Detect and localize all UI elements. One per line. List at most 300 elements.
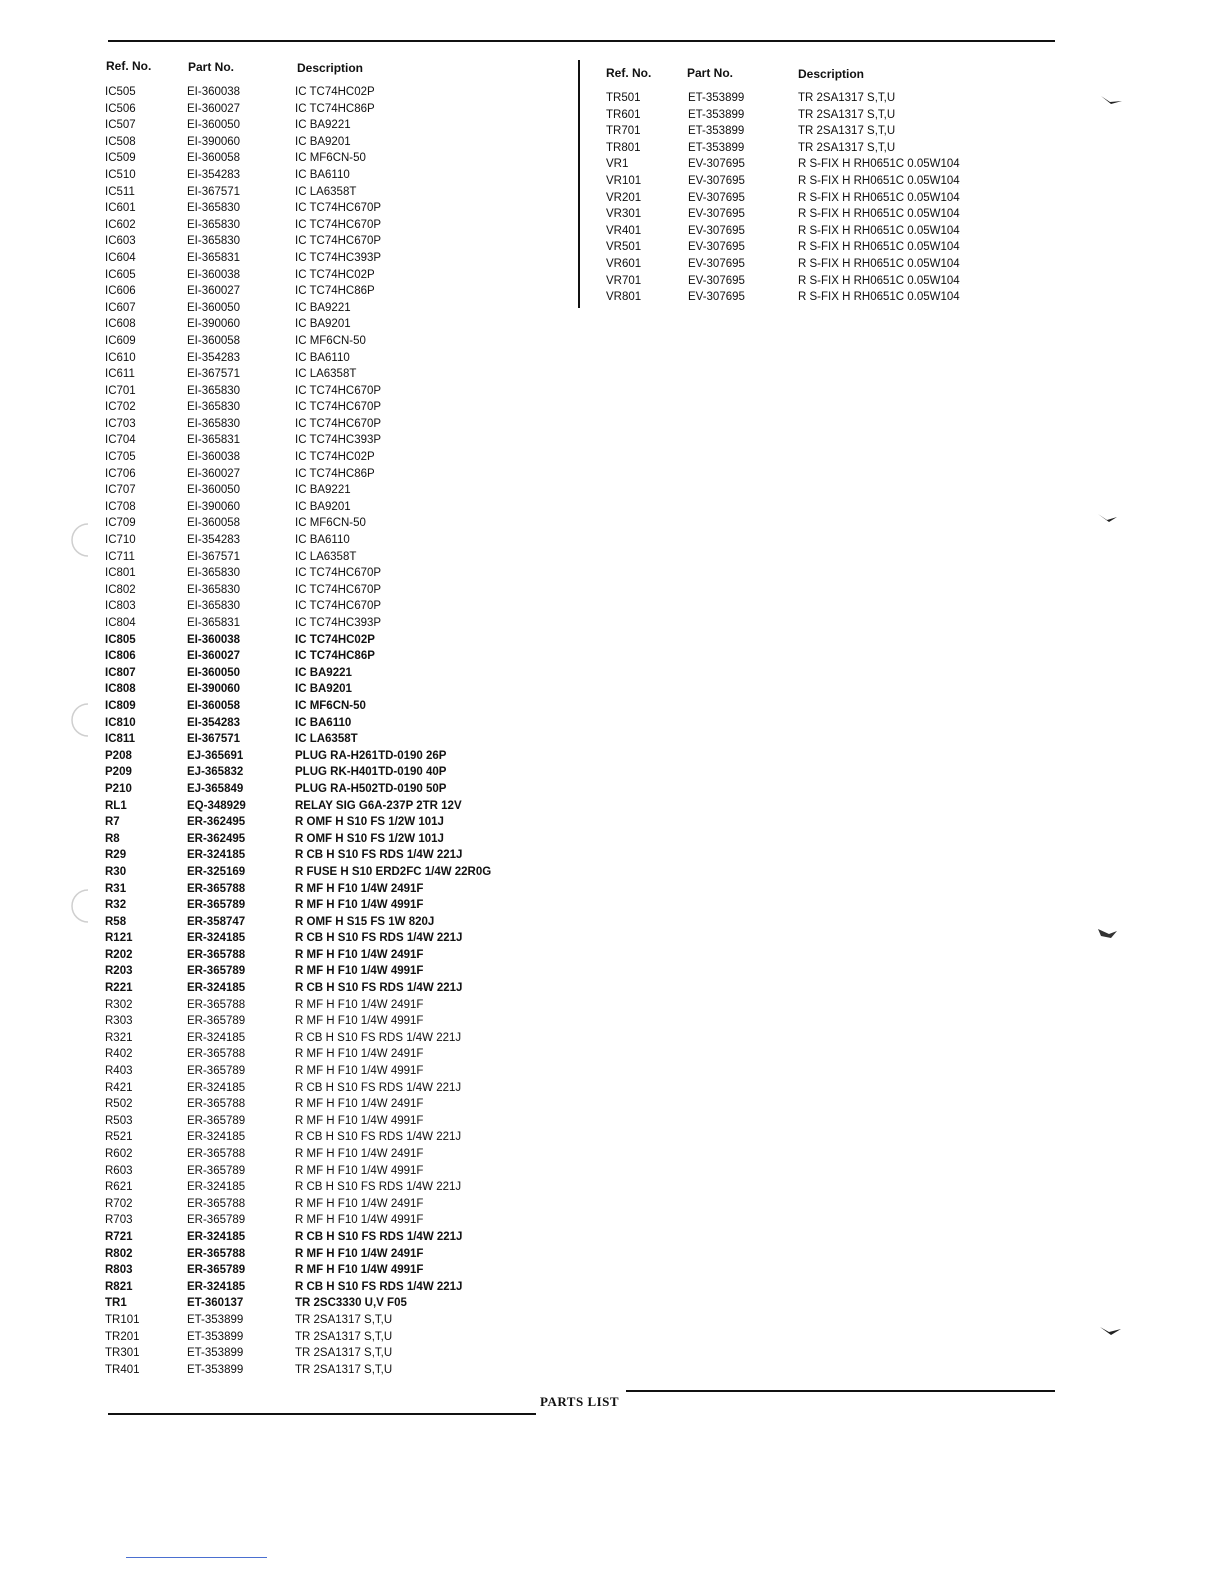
cell-desc: IC TC74HC02P: [295, 268, 375, 281]
table-row: [105, 1080, 525, 1097]
cell-ref: IC511: [105, 185, 135, 198]
cell-part: ET-353899: [688, 141, 745, 154]
cell-part: EI-354283: [187, 168, 241, 181]
cell-ref: IC702: [105, 401, 136, 414]
cell-desc: IC TC74HC670P: [295, 401, 382, 414]
table-row: [606, 273, 986, 290]
cell-desc: IC MF6CN-50: [295, 152, 366, 165]
cell-part: EI-367571: [187, 550, 241, 563]
table-row: [105, 283, 525, 300]
table-row: [606, 256, 986, 273]
cell-part: EI-360058: [187, 699, 241, 712]
cell-ref: R421: [105, 1081, 133, 1094]
cell-ref: VR701: [606, 274, 642, 287]
cell-part: EI-354283: [187, 351, 241, 364]
cell-part: ER-324185: [187, 932, 246, 945]
table-row: [105, 1146, 525, 1163]
table-row: [105, 399, 525, 416]
table-row: [105, 1046, 525, 1063]
footer-rule-right: [626, 1390, 1055, 1392]
cell-part: ET-353899: [187, 1347, 244, 1360]
table-row: [606, 156, 986, 173]
cell-ref: R621: [105, 1181, 133, 1194]
cell-part: EJ-365849: [187, 782, 244, 795]
cell-desc: TR 2SA1317 S,T,U: [295, 1363, 393, 1376]
table-row: [606, 239, 986, 256]
cell-desc: R S-FIX H RH0651C 0.05W104: [798, 274, 960, 287]
cell-ref: R302: [105, 998, 133, 1011]
left-header-desc: Description: [297, 61, 364, 75]
cell-desc: TR 2SA1317 S,T,U: [798, 108, 896, 121]
table-row: [105, 383, 525, 400]
table-row: [105, 499, 525, 516]
cell-part: ER-324185: [187, 1081, 246, 1094]
table-row: [105, 847, 525, 864]
table-row: [105, 781, 525, 798]
cell-part: EI-365830: [187, 202, 241, 215]
cell-desc: R MF H F10 1/4W 2491F: [295, 1098, 424, 1111]
cell-part: EI-365830: [187, 417, 241, 430]
table-row: [105, 1295, 525, 1312]
cell-part: ER-365789: [187, 1264, 246, 1277]
table-row: [105, 416, 525, 433]
cell-part: ER-324185: [187, 1230, 246, 1243]
cell-part: EI-365831: [187, 434, 241, 447]
cell-part: EI-354283: [187, 716, 241, 729]
cell-ref: R221: [105, 982, 133, 995]
cell-desc: IC TC74HC393P: [295, 434, 382, 447]
table-row: [105, 831, 525, 848]
cell-desc: TR 2SA1317 S,T,U: [295, 1330, 393, 1343]
cell-ref: IC811: [105, 733, 136, 746]
cell-part: ER-365788: [187, 882, 246, 895]
cell-desc: R CB H S10 FS RDS 1/4W 221J: [295, 1230, 463, 1243]
cell-part: EI-360027: [187, 285, 241, 298]
cell-ref: IC806: [105, 650, 136, 663]
cell-part: ER-324185: [187, 1031, 246, 1044]
left-header-ref: Ref. No.: [106, 59, 152, 73]
cell-ref: IC601: [105, 202, 136, 215]
cell-ref: RL1: [105, 799, 127, 812]
table-row: [105, 466, 525, 483]
cell-ref: VR1: [606, 158, 629, 171]
cell-desc: IC TC74HC670P: [295, 202, 382, 215]
cell-part: ER-324185: [187, 1181, 246, 1194]
cell-part: ER-365789: [187, 1164, 246, 1177]
footer-rule-left: [108, 1413, 536, 1415]
cell-desc: IC BA9221: [295, 666, 352, 679]
cell-part: ET-353899: [688, 108, 745, 121]
cell-ref: IC708: [105, 500, 136, 513]
cell-ref: IC802: [105, 583, 136, 596]
table-row: [105, 814, 525, 831]
cell-ref: TR401: [105, 1363, 140, 1376]
table-row: [105, 648, 525, 665]
cell-part: ER-365789: [187, 899, 246, 912]
cell-ref: P209: [105, 766, 132, 779]
cell-part: EI-360050: [187, 119, 241, 132]
cell-ref: R502: [105, 1098, 133, 1111]
cell-part: EV-307695: [688, 274, 745, 287]
cell-ref: IC606: [105, 285, 136, 298]
table-row: [105, 963, 525, 980]
cell-ref: IC605: [105, 268, 136, 281]
cell-part: EI-365830: [187, 235, 241, 248]
cell-desc: IC TC74HC670P: [295, 218, 382, 231]
table-row: [606, 107, 986, 124]
cell-desc: TR 2SA1317 S,T,U: [798, 92, 896, 104]
cell-desc: IC BA9221: [295, 301, 351, 314]
cell-part: EV-307695: [688, 224, 745, 237]
table-row: [105, 184, 525, 201]
cell-ref: R821: [105, 1280, 133, 1293]
cell-desc: R MF H F10 1/4W 2491F: [295, 882, 424, 895]
cell-desc: IC TC74HC02P: [295, 86, 375, 98]
cell-ref: R521: [105, 1131, 133, 1144]
cell-ref: VR601: [606, 257, 642, 270]
cell-part: ER-365788: [187, 1098, 246, 1111]
cell-ref: TR601: [606, 108, 641, 121]
cell-desc: PLUG RA-H261TD-0190 26P: [295, 749, 447, 762]
table-row: [105, 731, 525, 748]
cell-ref: TR801: [606, 141, 641, 154]
cell-desc: R MF H F10 1/4W 4991F: [295, 1164, 424, 1177]
cell-desc: R S-FIX H RH0651C 0.05W104: [798, 208, 960, 221]
cell-ref: R702: [105, 1197, 133, 1210]
cell-desc: RELAY SIG G6A-237P 2TR 12V: [295, 799, 462, 812]
cell-part: ER-365788: [187, 1148, 246, 1160]
cell-ref: IC810: [105, 716, 136, 729]
cell-part: EI-360050: [187, 666, 241, 679]
cell-desc: R CB H S10 FS RDS 1/4W 221J: [295, 849, 463, 862]
table-row: [105, 549, 525, 566]
cell-ref: IC610: [105, 351, 136, 364]
cell-desc: IC LA6358T: [295, 550, 357, 563]
cell-part: EI-360038: [187, 268, 241, 281]
table-row: [105, 1113, 525, 1130]
table-row: [105, 1345, 525, 1362]
table-row: [105, 217, 525, 234]
cell-desc: IC TC74HC86P: [295, 467, 375, 480]
margin-tick-icon: [1097, 928, 1119, 938]
cell-ref: IC803: [105, 600, 136, 613]
cell-ref: IC703: [105, 417, 136, 430]
cell-ref: VR301: [606, 208, 642, 221]
table-row: [105, 101, 525, 118]
cell-ref: IC808: [105, 683, 136, 696]
cell-part: EV-307695: [688, 158, 745, 171]
table-row: [105, 200, 525, 217]
table-row: [105, 615, 525, 632]
margin-tick-icon: [1099, 1325, 1121, 1335]
cell-ref: IC507: [105, 119, 136, 132]
cell-part: EI-365830: [187, 567, 241, 580]
cell-desc: R FUSE H S10 ERD2FC 1/4W 22R0G: [295, 865, 492, 878]
cell-desc: R OMF H S10 FS 1/2W 101J: [295, 832, 444, 845]
punch-hole-shadow: [62, 888, 92, 924]
cell-part: EI-360038: [187, 86, 241, 98]
table-row: [105, 333, 525, 350]
cell-ref: IC505: [105, 86, 136, 98]
cell-desc: R S-FIX H RH0651C 0.05W104: [798, 191, 960, 204]
cell-part: EJ-365691: [187, 749, 244, 762]
table-row: [105, 1262, 525, 1279]
cell-ref: IC609: [105, 334, 136, 347]
table-row: [105, 881, 525, 898]
cell-part: EI-367571: [187, 733, 241, 746]
cell-part: EV-307695: [688, 208, 745, 221]
cell-ref: IC604: [105, 251, 136, 264]
cell-part: EI-360058: [187, 152, 241, 165]
cell-ref: R303: [105, 1015, 133, 1028]
table-row: [105, 1279, 525, 1296]
cell-part: EI-390060: [187, 683, 241, 696]
cell-part: ET-353899: [688, 125, 745, 138]
cell-part: EI-360038: [187, 451, 241, 464]
cell-ref: IC704: [105, 434, 136, 447]
cell-part: EI-367571: [187, 368, 241, 381]
cell-desc: R MF H F10 1/4W 4991F: [295, 965, 424, 978]
cell-ref: TR701: [606, 125, 641, 138]
cell-part: ET-360137: [187, 1297, 244, 1310]
cell-desc: R CB H S10 FS RDS 1/4W 221J: [295, 1181, 462, 1194]
cell-ref: R403: [105, 1065, 133, 1078]
table-row: [105, 698, 525, 715]
cell-desc: IC TC74HC670P: [295, 384, 382, 397]
cell-part: EJ-365832: [187, 766, 244, 779]
cell-ref: R321: [105, 1031, 133, 1044]
cell-part: ER-325169: [187, 865, 246, 878]
table-row: [105, 1362, 525, 1379]
cell-ref: R203: [105, 965, 133, 978]
table-row: [105, 665, 525, 682]
top-rule: [108, 40, 1055, 42]
cell-part: ET-353899: [187, 1330, 244, 1343]
table-row: [105, 316, 525, 333]
cell-desc: R S-FIX H RH0651C 0.05W104: [798, 174, 960, 187]
cell-desc: IC MF6CN-50: [295, 699, 366, 712]
cell-desc: R MF H F10 1/4W 4991F: [295, 1015, 424, 1028]
cell-ref: P208: [105, 749, 132, 762]
cell-ref: R32: [105, 899, 127, 912]
cell-desc: R OMF H S10 FS 1/2W 101J: [295, 816, 444, 829]
table-row: [105, 565, 525, 582]
right-header-ref: Ref. No.: [606, 66, 652, 80]
cell-desc: R S-FIX H RH0651C 0.05W104: [798, 224, 960, 237]
cell-ref: IC701: [105, 384, 136, 397]
cell-ref: P210: [105, 782, 132, 795]
table-row: [105, 449, 525, 466]
cell-desc: R MF H F10 1/4W 2491F: [295, 1148, 424, 1160]
table-row: [606, 90, 986, 107]
cell-desc: IC TC74HC670P: [295, 567, 382, 580]
cell-part: EI-360027: [187, 102, 241, 115]
cell-part: EI-365830: [187, 384, 241, 397]
cell-ref: R58: [105, 915, 127, 928]
table-row: [105, 897, 525, 914]
cell-ref: IC611: [105, 368, 135, 381]
cell-desc: R CB H S10 FS RDS 1/4W 221J: [295, 982, 463, 995]
cell-desc: IC TC74HC86P: [295, 102, 375, 115]
cell-part: EI-360038: [187, 633, 241, 646]
cell-desc: IC BA6110: [295, 716, 352, 729]
table-row: [105, 117, 525, 134]
table-row: [105, 798, 525, 815]
cell-ref: IC710: [105, 534, 136, 547]
table-row: [105, 1246, 525, 1263]
cell-desc: R CB H S10 FS RDS 1/4W 221J: [295, 1131, 462, 1144]
cell-part: EI-365831: [187, 251, 241, 264]
cell-desc: IC TC74HC670P: [295, 417, 382, 430]
cell-desc: IC TC74HC86P: [295, 285, 375, 298]
table-row: [105, 681, 525, 698]
cell-ref: IC602: [105, 218, 136, 231]
table-row: [105, 233, 525, 250]
table-row: [105, 1212, 525, 1229]
cell-desc: R MF H F10 1/4W 2491F: [295, 948, 424, 961]
cell-ref: VR101: [606, 174, 642, 187]
cell-desc: TR 2SC3330 U,V F05: [295, 1297, 407, 1310]
cell-ref: R202: [105, 948, 133, 961]
cell-desc: R CB H S10 FS RDS 1/4W 221J: [295, 1031, 462, 1044]
cell-part: ER-365788: [187, 998, 246, 1011]
cell-ref: R402: [105, 1048, 133, 1061]
cell-desc: R MF H F10 1/4W 4991F: [295, 1264, 424, 1277]
cell-part: EI-365830: [187, 218, 241, 231]
right-header-desc: Description: [798, 67, 865, 81]
cell-desc: TR 2SA1317 S,T,U: [295, 1313, 393, 1326]
cell-part: ER-324185: [187, 1280, 246, 1293]
cell-ref: R721: [105, 1230, 133, 1243]
table-row: [105, 598, 525, 615]
cell-part: ER-324185: [187, 982, 246, 995]
cell-ref: TR101: [105, 1313, 140, 1326]
cell-part: EI-390060: [187, 318, 241, 331]
cell-part: ER-365788: [187, 1247, 246, 1260]
cell-ref: R31: [105, 882, 127, 895]
cell-ref: VR501: [606, 241, 642, 254]
cell-desc: TR 2SA1317 S,T,U: [798, 125, 896, 138]
cell-part: EI-365830: [187, 583, 241, 596]
cell-desc: R MF H F10 1/4W 4991F: [295, 1214, 424, 1227]
punch-hole-shadow: [62, 522, 92, 558]
cell-part: ER-362495: [187, 832, 246, 845]
table-row: [606, 206, 986, 223]
cell-desc: R CB H S10 FS RDS 1/4W 221J: [295, 1280, 463, 1293]
table-row: [606, 140, 986, 157]
cell-desc: R MF H F10 1/4W 2491F: [295, 1247, 424, 1260]
right-parts-table: [606, 90, 986, 306]
cell-desc: IC TC74HC86P: [295, 650, 375, 663]
cell-desc: IC BA9201: [295, 135, 351, 148]
table-row: [606, 223, 986, 240]
table-row: [105, 632, 525, 649]
cell-desc: R MF H F10 1/4W 2491F: [295, 1048, 424, 1061]
cell-ref: IC711: [105, 550, 135, 563]
table-row: [105, 1179, 525, 1196]
table-row: [105, 748, 525, 765]
table-row: [105, 515, 525, 532]
cell-part: EQ-348929: [187, 799, 246, 812]
table-row: [105, 350, 525, 367]
cell-desc: IC LA6358T: [295, 368, 357, 381]
cell-ref: R803: [105, 1264, 133, 1277]
table-row: [105, 84, 525, 101]
table-row: [105, 980, 525, 997]
cell-desc: IC BA6110: [295, 168, 350, 181]
cell-desc: R S-FIX H RH0651C 0.05W104: [798, 291, 960, 304]
cell-ref: R802: [105, 1247, 133, 1260]
cell-ref: R121: [105, 932, 133, 945]
cell-ref: IC608: [105, 318, 136, 331]
cell-part: EI-354283: [187, 534, 241, 547]
table-row: [105, 1013, 525, 1030]
table-row: [105, 150, 525, 167]
cell-ref: VR201: [606, 191, 642, 204]
cell-ref: IC706: [105, 467, 136, 480]
scan-artifact-line: [126, 1557, 267, 1558]
table-row: [105, 582, 525, 599]
cell-ref: IC709: [105, 517, 136, 530]
cell-part: ET-353899: [187, 1313, 244, 1326]
cell-part: EV-307695: [688, 257, 745, 270]
cell-ref: IC807: [105, 666, 136, 679]
cell-ref: IC509: [105, 152, 136, 165]
table-row: [105, 1129, 525, 1146]
cell-ref: IC705: [105, 451, 136, 464]
cell-desc: PLUG RK-H401TD-0190 40P: [295, 766, 447, 779]
table-row: [105, 134, 525, 151]
table-row: [606, 289, 986, 306]
table-row: [105, 1096, 525, 1113]
cell-part: ER-358747: [187, 915, 246, 928]
cell-desc: R MF H F10 1/4W 2491F: [295, 998, 424, 1011]
cell-ref: IC809: [105, 699, 136, 712]
cell-desc: IC BA6110: [295, 534, 350, 547]
cell-desc: R CB H S10 FS RDS 1/4W 221J: [295, 1081, 462, 1094]
cell-desc: IC TC74HC670P: [295, 235, 382, 248]
cell-part: ER-365789: [187, 965, 246, 978]
cell-ref: VR801: [606, 291, 642, 304]
cell-ref: R703: [105, 1214, 133, 1227]
cell-ref: IC707: [105, 484, 136, 497]
cell-desc: IC BA9201: [295, 318, 351, 331]
cell-part: ER-365788: [187, 948, 246, 961]
cell-part: EV-307695: [688, 174, 745, 187]
table-row: [105, 1329, 525, 1346]
cell-desc: IC BA9201: [295, 683, 352, 696]
table-row: [105, 366, 525, 383]
table-row: [105, 167, 525, 184]
cell-ref: IC801: [105, 567, 136, 580]
table-row: [105, 482, 525, 499]
cell-desc: IC BA6110: [295, 351, 350, 364]
cell-ref: R602: [105, 1148, 133, 1160]
cell-desc: IC TC74HC670P: [295, 583, 382, 596]
cell-part: EI-365830: [187, 600, 241, 613]
table-row: [105, 532, 525, 549]
cell-part: EI-360058: [187, 334, 241, 347]
cell-ref: R603: [105, 1164, 133, 1177]
punch-hole-shadow: [62, 702, 92, 738]
cell-part: EI-360058: [187, 517, 241, 530]
cell-desc: IC TC74HC393P: [295, 617, 382, 629]
cell-ref: R7: [105, 816, 120, 829]
cell-part: ER-365788: [187, 1048, 246, 1061]
table-row: [606, 190, 986, 207]
cell-desc: IC LA6358T: [295, 185, 357, 198]
cell-part: EV-307695: [688, 191, 745, 204]
